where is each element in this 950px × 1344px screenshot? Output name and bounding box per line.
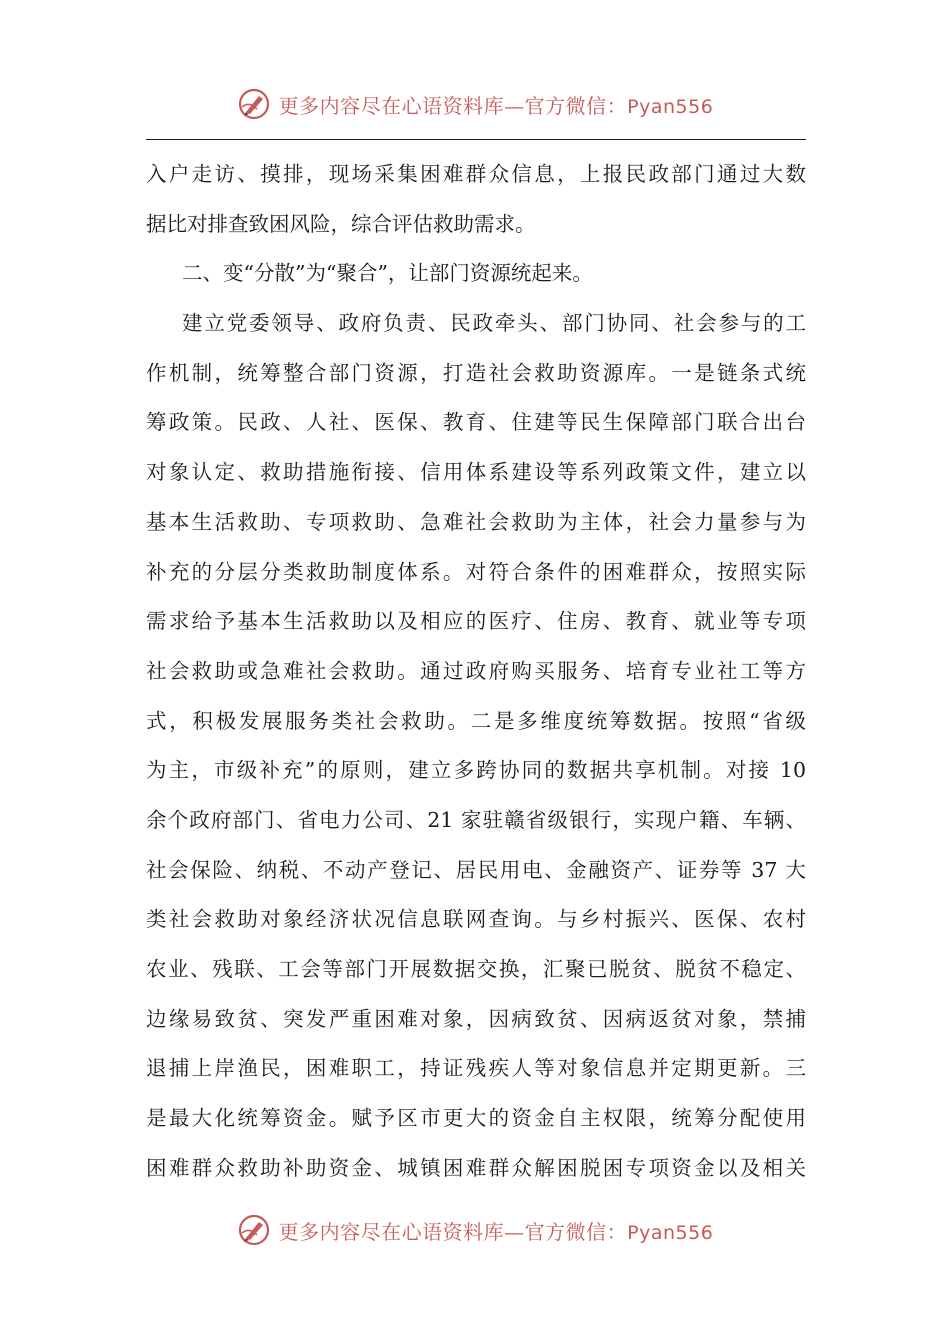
text-line: 补充的分层分类救助制度体系。对符合条件的困难群众，按照实际 <box>146 559 806 584</box>
document-body <box>146 150 806 1193</box>
footer-banner-text: 更多内容尽在心语资料库—官方微信：Pyan556 <box>278 1219 714 1244</box>
text-line: 据比对排查致困风险，综合评估救助需求。 <box>146 211 536 236</box>
text-line: 农业、残联、工会等部门开展数据交换，汇聚已脱贫、脱贫不稳定、 <box>146 957 806 981</box>
text-line: 对象认定、救助措施衔接、信用体系建设等系列政策文件，建立以 <box>146 460 806 485</box>
header-banner-text: 更多内容尽在心语资料库—官方微信：Pyan556 <box>278 93 714 118</box>
pen-logo-icon <box>237 87 271 121</box>
text-line: 社会保险、纳税、不动产登记、居民用电、金融资产、证券等 37 大 <box>146 857 806 882</box>
header-banner <box>0 84 950 124</box>
footer-banner <box>0 1210 950 1250</box>
text-line: 需求给予基本生活救助以及相应的医疗、住房、教育、就业等专项 <box>146 609 806 634</box>
text-line: 筹政策。民政、人社、医保、教育、住建等民生保障部门联合出台 <box>146 410 806 435</box>
text-line: 困难群众救助补助资金、城镇困难群众解困脱困专项资金以及相关 <box>146 1155 806 1180</box>
text-line: 社会救助或急难社会救助。通过政府购买服务、培育专业社工等方 <box>146 658 806 683</box>
text-line: 余个政府部门、省电力公司、21 家驻赣省级银行，实现户籍、车辆、 <box>146 807 806 832</box>
text-line: 基本生活救助、专项救助、急难社会救助为主体，社会力量参与为 <box>146 509 806 534</box>
text-line: 边缘易致贫、突发严重困难对象，因病致贫、因病返贫对象，禁捕 <box>146 1006 806 1031</box>
text-line: 退捕上岸渔民，困难职工，持证残疾人等对象信息并定期更新。三 <box>146 1056 806 1081</box>
text-line: 是最大化统筹资金。赋予区市更大的资金自主权限，统筹分配使用 <box>146 1106 806 1131</box>
header-divider <box>146 139 806 140</box>
pen-logo-icon <box>237 1213 271 1247</box>
text-line: 入户走访、摸排，现场采集困难群众信息，上报民政部门通过大数 <box>146 162 806 186</box>
text-line: 建立党委领导、政府负责、民政牵头、部门协同、社会参与的工 <box>182 311 806 336</box>
text-line: 式，积极发展服务类社会救助。二是多维度统筹数据。按照“省级 <box>146 708 806 733</box>
text-line: 为主，市级补充”的原则，建立多跨协同的数据共享机制。对接 10 <box>146 758 806 783</box>
text-line: 作机制，统筹整合部门资源，打造社会救助资源库。一是链条式统 <box>146 360 806 385</box>
text-line: 类社会救助对象经济状况信息联网查询。与乡村振兴、医保、农村 <box>146 907 806 932</box>
section-heading: 二、变“分散”为“聚合”，让部门资源统起来。 <box>182 261 593 286</box>
